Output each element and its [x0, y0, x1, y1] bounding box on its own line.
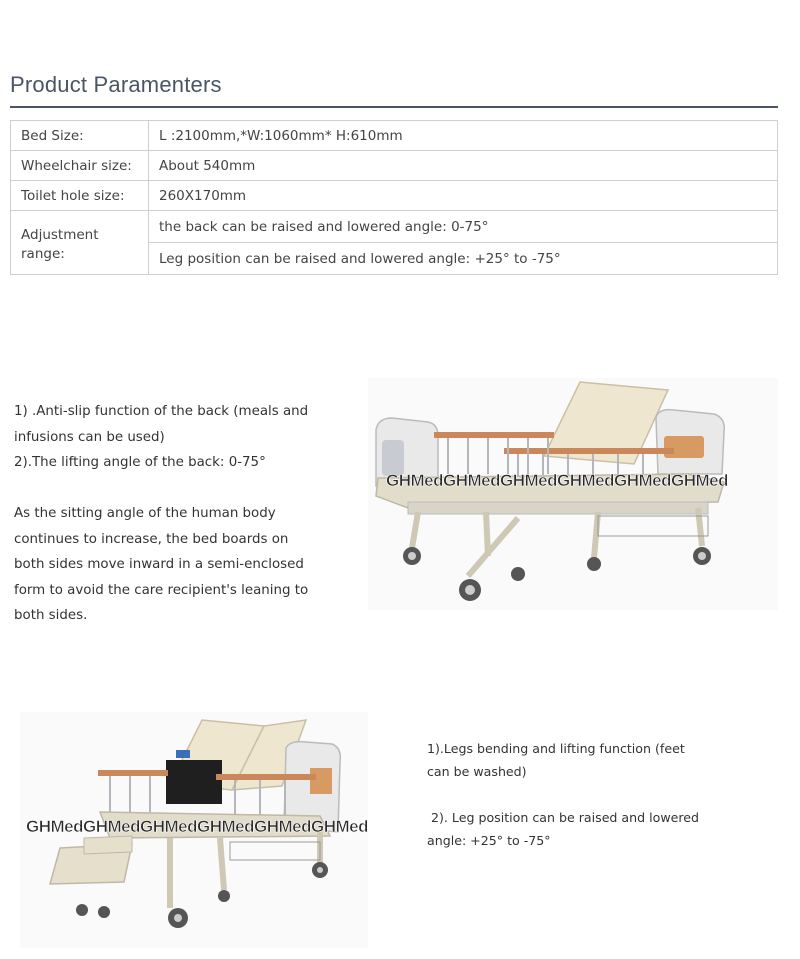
row-value: L :2100mm,*W:1060mm* H:610mm — [149, 121, 778, 151]
row-value: Leg position can be raised and lowered angle: +25° to -75° — [149, 243, 778, 275]
watermark-text: GHMedGHMedGHMedGHMedGHMedGHMed — [386, 471, 728, 490]
text-line: 1).Legs bending and lifting function (feet — [427, 741, 685, 756]
bed-back-raised-photo — [368, 378, 778, 610]
text-line: infusions can be used) — [14, 429, 165, 445]
text-line: continues to increase, the bed boards on — [14, 531, 289, 547]
row-value: About 540mm — [149, 151, 778, 181]
parameters-table — [10, 120, 778, 275]
title-divider — [10, 106, 778, 108]
row-label: Bed Size: — [11, 121, 149, 151]
table-row — [11, 211, 778, 243]
table-row — [11, 181, 778, 211]
text-line: 2). Leg position can be raised and lowered — [427, 810, 700, 825]
watermark-text: GHMedGHMedGHMedGHMedGHMedGHMed — [26, 817, 368, 836]
table-row — [11, 151, 778, 181]
row-value: 260X170mm — [149, 181, 778, 211]
row-label: Toilet hole size: — [11, 181, 149, 211]
bed-leg-lowered-photo — [20, 712, 368, 948]
feature-back-description — [14, 399, 344, 629]
text-line: As the sitting angle of the human body — [14, 506, 276, 521]
text-line: 2).The lifting angle of the back: 0-75° — [14, 455, 266, 470]
section-title: Product Paramenters — [10, 72, 222, 97]
text-line: can be washed) — [427, 764, 527, 779]
text-line: both sides. — [14, 608, 88, 623]
table-row — [11, 121, 778, 151]
text-line: both sides move inward in a semi-enclosed — [14, 557, 304, 572]
row-label: Wheelchair size: — [11, 151, 149, 181]
feature-leg-description — [427, 737, 727, 852]
text-line: angle: +25° to -75° — [427, 833, 551, 848]
row-value: the back can be raised and lowered angle: 0-75° — [149, 211, 778, 243]
text-line: form to avoid the care recipient's leaning to — [14, 582, 309, 598]
text-line: 1) .Anti-slip function of the back (meals and — [14, 404, 309, 419]
row-label-adjustment: Adjustment range: — [11, 211, 149, 275]
